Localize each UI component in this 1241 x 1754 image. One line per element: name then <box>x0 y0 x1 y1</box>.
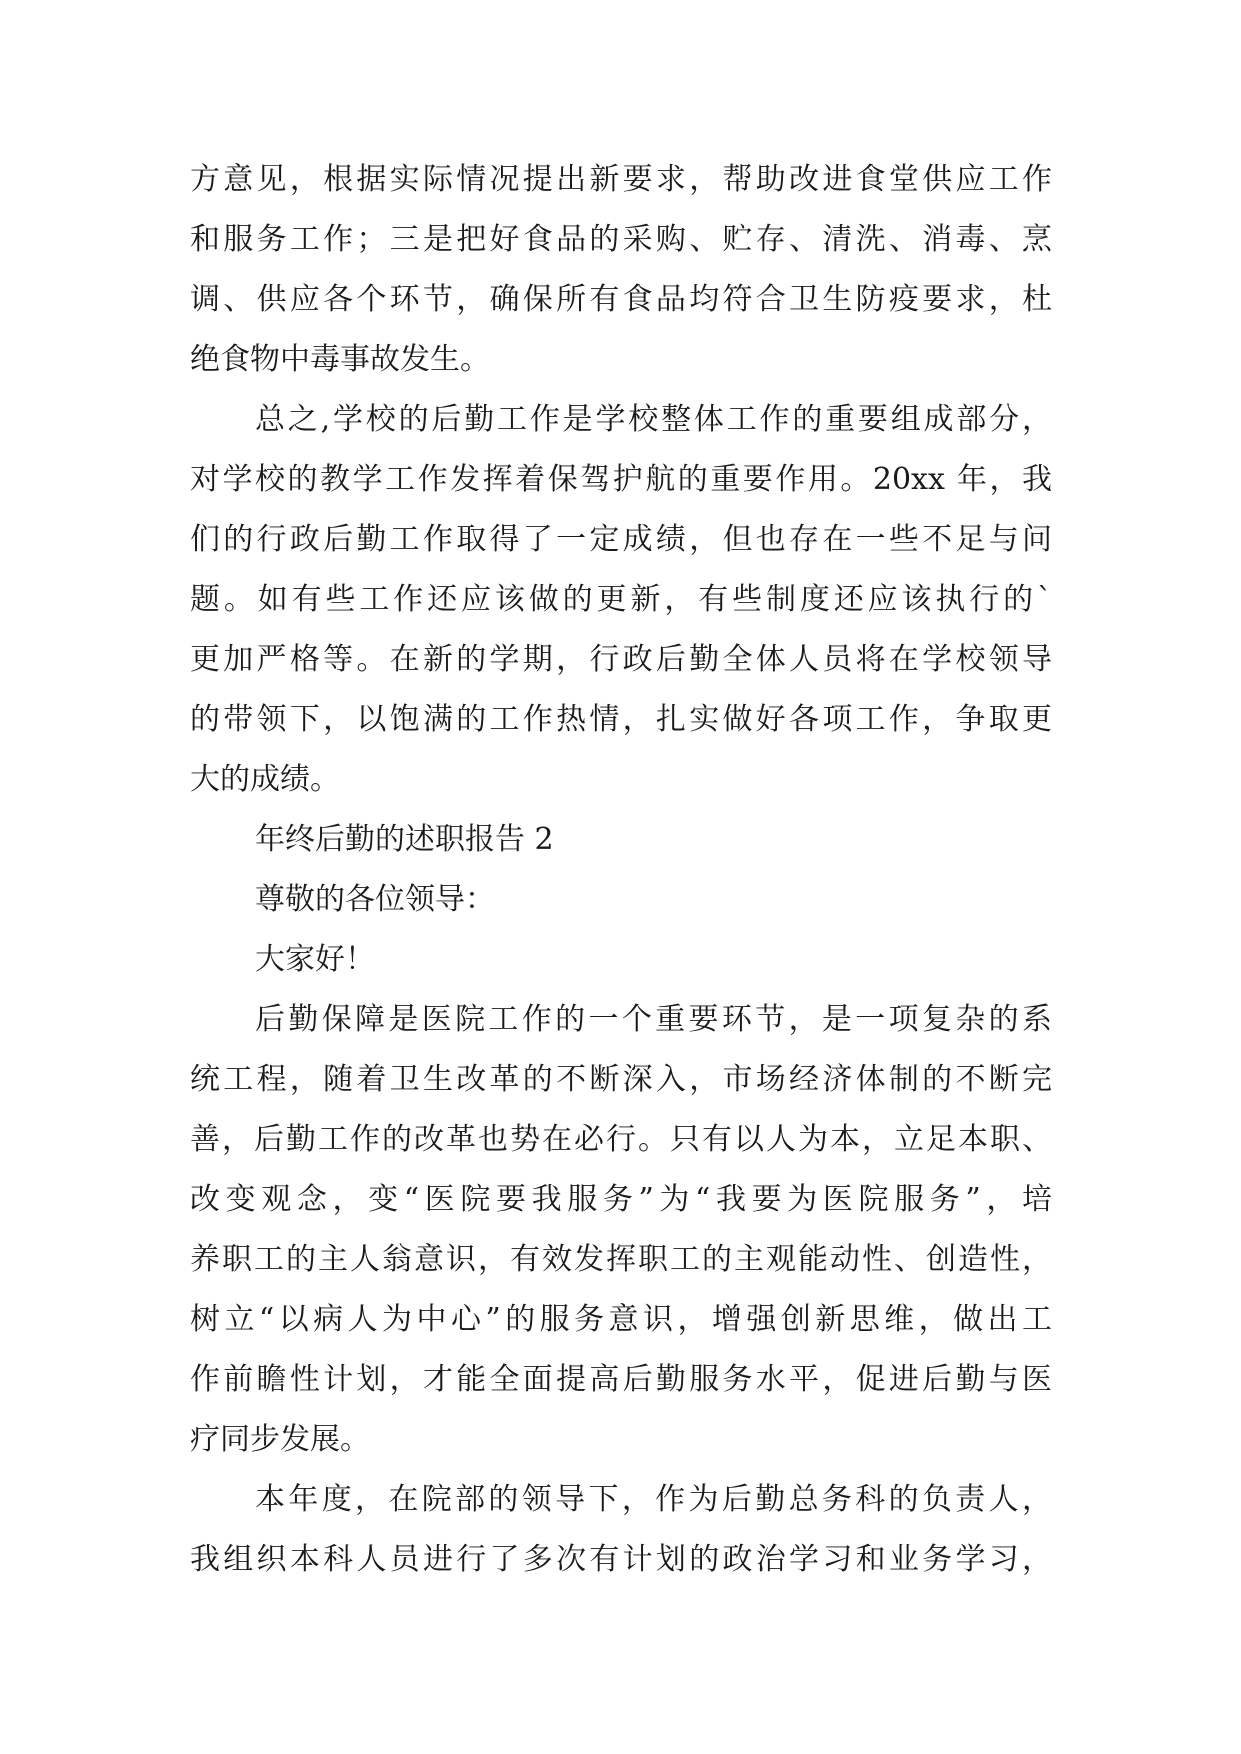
body-line: 方意见，根据实际情况提出新要求，帮助改进食堂供应工作 <box>190 162 1052 197</box>
body-line: 统工程，随着卫生改革的不断深入，市场经济体制的不断完 <box>190 1062 1052 1097</box>
body-line: 善，后勤工作的改革也势在必行。只有以人为本，立足本职、 <box>190 1122 1052 1157</box>
greeting: 大家好！ <box>255 942 375 977</box>
salutation: 尊敬的各位领导： <box>255 882 495 917</box>
body-line: 后勤保障是医院工作的一个重要环节，是一项复杂的系 <box>255 1002 1052 1037</box>
body-line: 改变观念，变“医院要我服务”为“我要为医院服务”，培 <box>190 1182 1052 1217</box>
body-line: 对学校的教学工作发挥着保驾护航的重要作用。20xx 年，我 <box>190 462 1052 497</box>
body-line: 本年度，在院部的领导下，作为后勤总务科的负责人， <box>255 1482 1052 1517</box>
body-line: 我组织本科人员进行了多次有计划的政治学习和业务学习， <box>190 1542 1052 1577</box>
body-line: 的带领下，以饱满的工作热情，扎实做好各项工作，争取更 <box>190 702 1052 737</box>
body-line: 养职工的主人翁意识，有效发挥职工的主观能动性、创造性， <box>190 1242 1052 1277</box>
body-line: 总之,学校的后勤工作是学校整体工作的重要组成部分， <box>255 402 1052 437</box>
body-line: 绝食物中毒事故发生。 <box>190 342 490 377</box>
body-line: 更加严格等。在新的学期，行政后勤全体人员将在学校领导 <box>190 642 1052 677</box>
body-line: 和服务工作；三是把好食品的采购、贮存、清洗、消毒、烹 <box>190 222 1052 257</box>
body-line: 题。如有些工作还应该做的更新，有些制度还应该执行的` <box>190 582 1052 617</box>
body-line: 疗同步发展。 <box>190 1422 370 1457</box>
body-line: 大的成绩。 <box>190 762 340 797</box>
body-line: 们的行政后勤工作取得了一定成绩，但也存在一些不足与问 <box>190 522 1052 557</box>
section-heading: 年终后勤的述职报告 2 <box>255 822 554 857</box>
body-line: 作前瞻性计划，才能全面提高后勤服务水平，促进后勤与医 <box>190 1362 1052 1397</box>
body-line: 树立“以病人为中心”的服务意识，增强创新思维，做出工 <box>190 1302 1052 1337</box>
body-line: 调、供应各个环节，确保所有食品均符合卫生防疫要求，杜 <box>190 282 1052 317</box>
